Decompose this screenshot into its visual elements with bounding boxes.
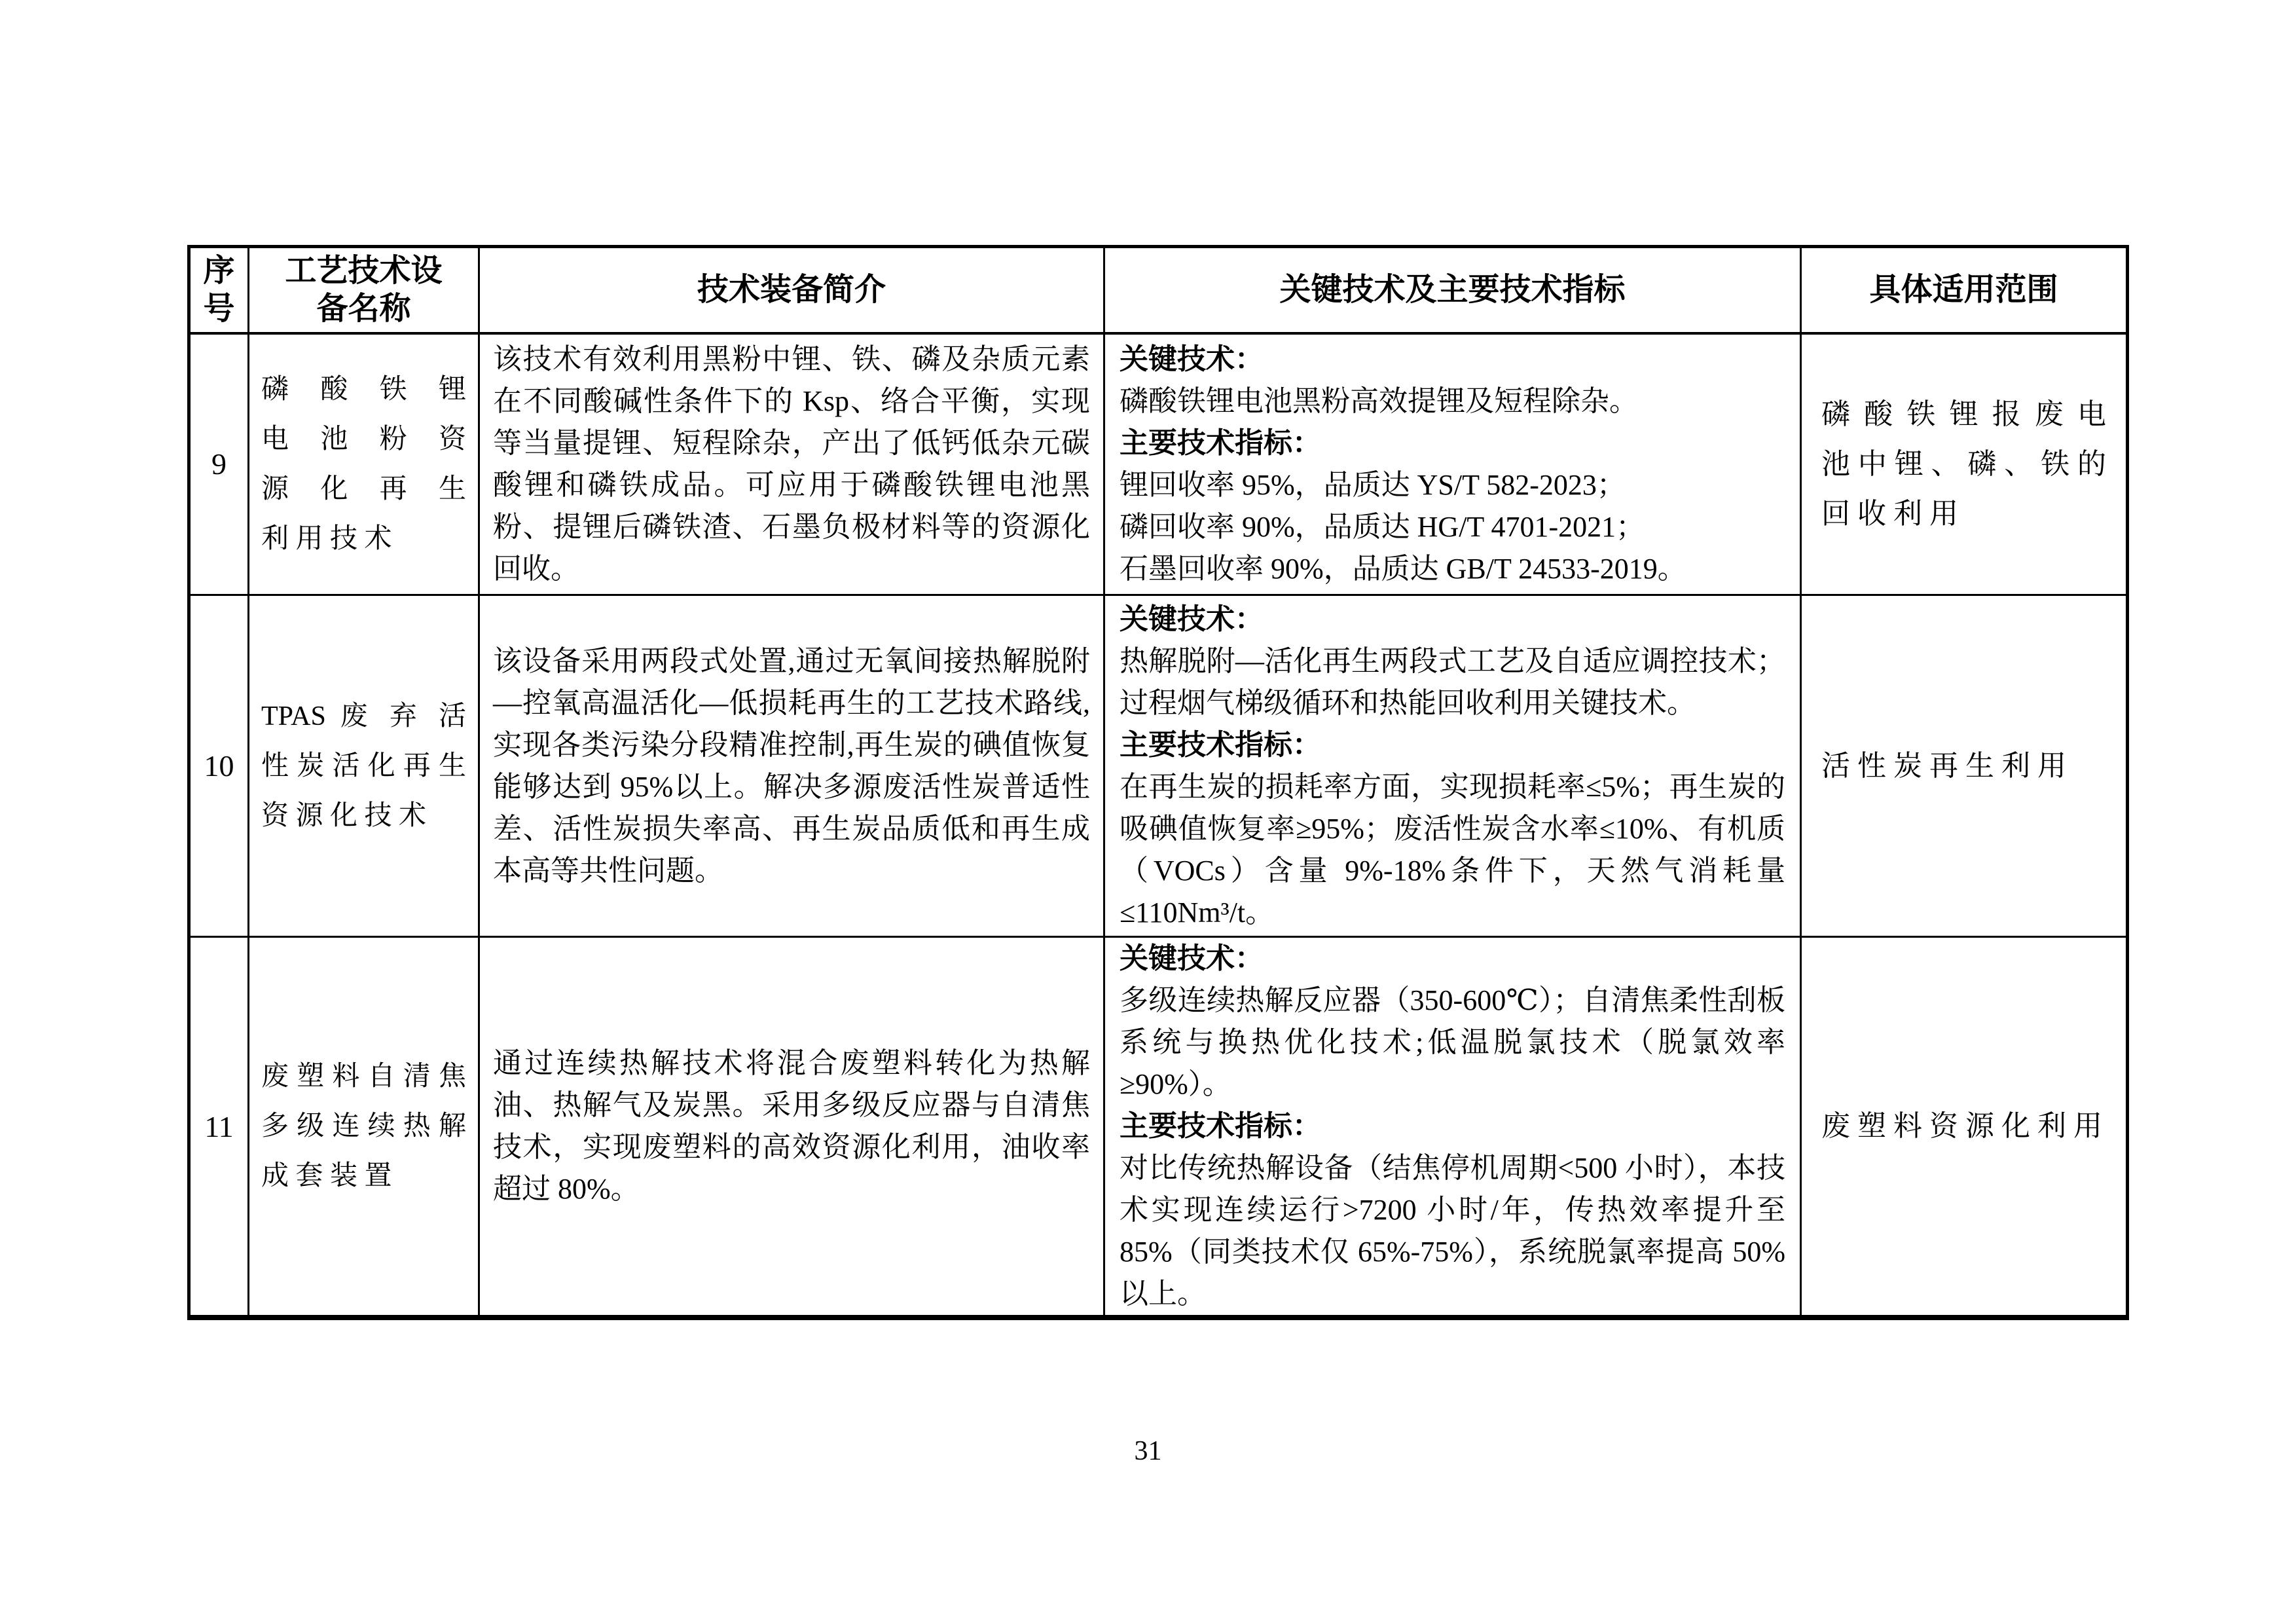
header-scope: 具体适用范围 bbox=[1801, 247, 2128, 333]
scope-cell bbox=[1801, 595, 2128, 937]
header-name-line: 备名称 bbox=[316, 291, 411, 326]
indicator-label: 主要技术指标： bbox=[1120, 426, 1321, 459]
scope-cell bbox=[1801, 333, 2128, 595]
indicator-label: 主要技术指标： bbox=[1120, 728, 1321, 761]
scope-line: 废 塑 料 资 源 化 利 用 bbox=[1821, 1110, 2102, 1142]
keytech-text: 多级连续热解反应器（350-600℃）；自清焦柔性刮板系统与换热优化技术;低温脱氯技术（脱氯效率≥90%）。 bbox=[1120, 984, 1785, 1100]
header-index-line: 序 bbox=[203, 253, 235, 288]
scope-line: 池 中 锂 、 磷 、 铁 的 bbox=[1821, 447, 2106, 480]
header-equipment-name bbox=[249, 247, 479, 333]
scope-line: 磷 酸 铁 锂 报 废 电 bbox=[1821, 397, 2106, 430]
row-index: 9 bbox=[189, 333, 249, 595]
scope-line: 活 性 炭 再 生 利 用 bbox=[1821, 749, 2066, 782]
table-row bbox=[189, 595, 2128, 937]
indicator-text: 对比传统热解设备（结焦停机周期<500 小时），本技术实现连续运行>7200 小时/年，传热效率提升至 85%（同类技术仅 65%-75%），系统脱氯率提高 50%以上。 bbox=[1120, 1152, 1785, 1310]
name-line: 成 套 装 置 bbox=[261, 1161, 392, 1191]
row-index: 11 bbox=[189, 937, 249, 1318]
equipment-intro-cell: 通过连续热解技术将混合废塑料转化为热解油、热解气及炭黑。采用多级反应器与自清焦技术，实现废塑料的高效资源化利用，油收率超过 80%。 bbox=[479, 937, 1104, 1318]
equipment-intro-cell: 该设备采用两段式处置,通过无氧间接热解脱附—控氧高温活化—低损耗再生的工艺技术路线,实现各类污染分段精准控制,再生炭的碘值恢复能够达到 95%以上。解决多源废活性炭普适性差、活性炭损失率高、再生炭品质低和再生成本高等共性问题。 bbox=[479, 595, 1104, 937]
equipment-name-cell bbox=[249, 595, 479, 937]
key-tech-cell bbox=[1104, 333, 1801, 595]
row-index: 10 bbox=[189, 595, 249, 937]
name-line: 资 源 化 技 术 bbox=[261, 800, 427, 831]
keytech-text: 磷酸铁锂电池黑粉高效提锂及短程除杂。 bbox=[1120, 384, 1638, 417]
equipment-name-cell bbox=[249, 333, 479, 595]
name-line: 利 用 技 术 bbox=[261, 523, 392, 554]
name-line: 废 塑 料 自 清 焦 bbox=[261, 1061, 466, 1092]
name-line: 磷 酸 铁 锂 bbox=[261, 374, 466, 405]
keytech-label: 关键技术： bbox=[1120, 602, 1264, 635]
header-keytech: 关键技术及主要技术指标 bbox=[1104, 247, 1801, 333]
equipment-intro-cell: 该技术有效利用黑粉中锂、铁、磷及杂质元素在不同酸碱性条件下的 Ksp、络合平衡，实现等当量提锂、短程除杂，产出了低钙低杂元碳酸锂和磷铁成品。可应用于磷酸铁锂电池黑粉、提锂后磷铁渣、石墨负极材料等的资源化回收。 bbox=[479, 333, 1104, 595]
key-tech-cell bbox=[1104, 937, 1801, 1318]
table-row bbox=[189, 333, 2128, 595]
technology-table bbox=[187, 245, 2129, 1320]
header-name-line: 工艺技术设 bbox=[285, 253, 443, 288]
scope-line: 回 收 利 用 bbox=[1821, 497, 1958, 530]
indicator-text: 在再生炭的损耗率方面，实现损耗率≤5%；再生炭的吸碘值恢复率≥95%；废活性炭含水率≤10%、有机质（VOCs）含量 9%-18%条件下，天然气消耗量≤110Nm³/t。 bbox=[1120, 770, 1785, 929]
key-tech-cell bbox=[1104, 595, 1801, 937]
indicator-text: 石墨回收率 90%，品质达 GB/T 24533-2019。 bbox=[1120, 552, 1686, 585]
table-header-row bbox=[189, 247, 2128, 333]
header-intro: 技术装备简介 bbox=[479, 247, 1104, 333]
page-number: 31 bbox=[1134, 1436, 1162, 1466]
indicator-text: 磷回收率 90%，品质达 HG/T 4701-2021； bbox=[1120, 510, 1645, 543]
keytech-text: 热解脱附—活化再生两段式工艺及自适应调控技术；过程烟气梯级循环和热能回收利用关键技术。 bbox=[1120, 644, 1785, 719]
equipment-name-cell bbox=[249, 937, 479, 1318]
name-line: 多 级 连 续 热 解 bbox=[261, 1111, 466, 1141]
name-line: 源 化 再 生 bbox=[261, 473, 466, 504]
name-line: TPAS 废 弃 活 bbox=[261, 701, 466, 731]
indicator-text: 锂回收率 95%，品质达 YS/T 582-2023； bbox=[1120, 468, 1626, 501]
scope-cell bbox=[1801, 937, 2128, 1318]
keytech-label: 关键技术： bbox=[1120, 342, 1264, 375]
indicator-label: 主要技术指标： bbox=[1120, 1110, 1321, 1142]
keytech-label: 关键技术： bbox=[1120, 942, 1264, 974]
name-line: 电 池 粉 资 bbox=[261, 424, 466, 454]
header-index-line: 号 bbox=[203, 291, 235, 326]
table-row bbox=[189, 937, 2128, 1318]
header-index bbox=[189, 247, 249, 333]
name-line: 性 炭 活 化 再 生 bbox=[261, 750, 466, 781]
